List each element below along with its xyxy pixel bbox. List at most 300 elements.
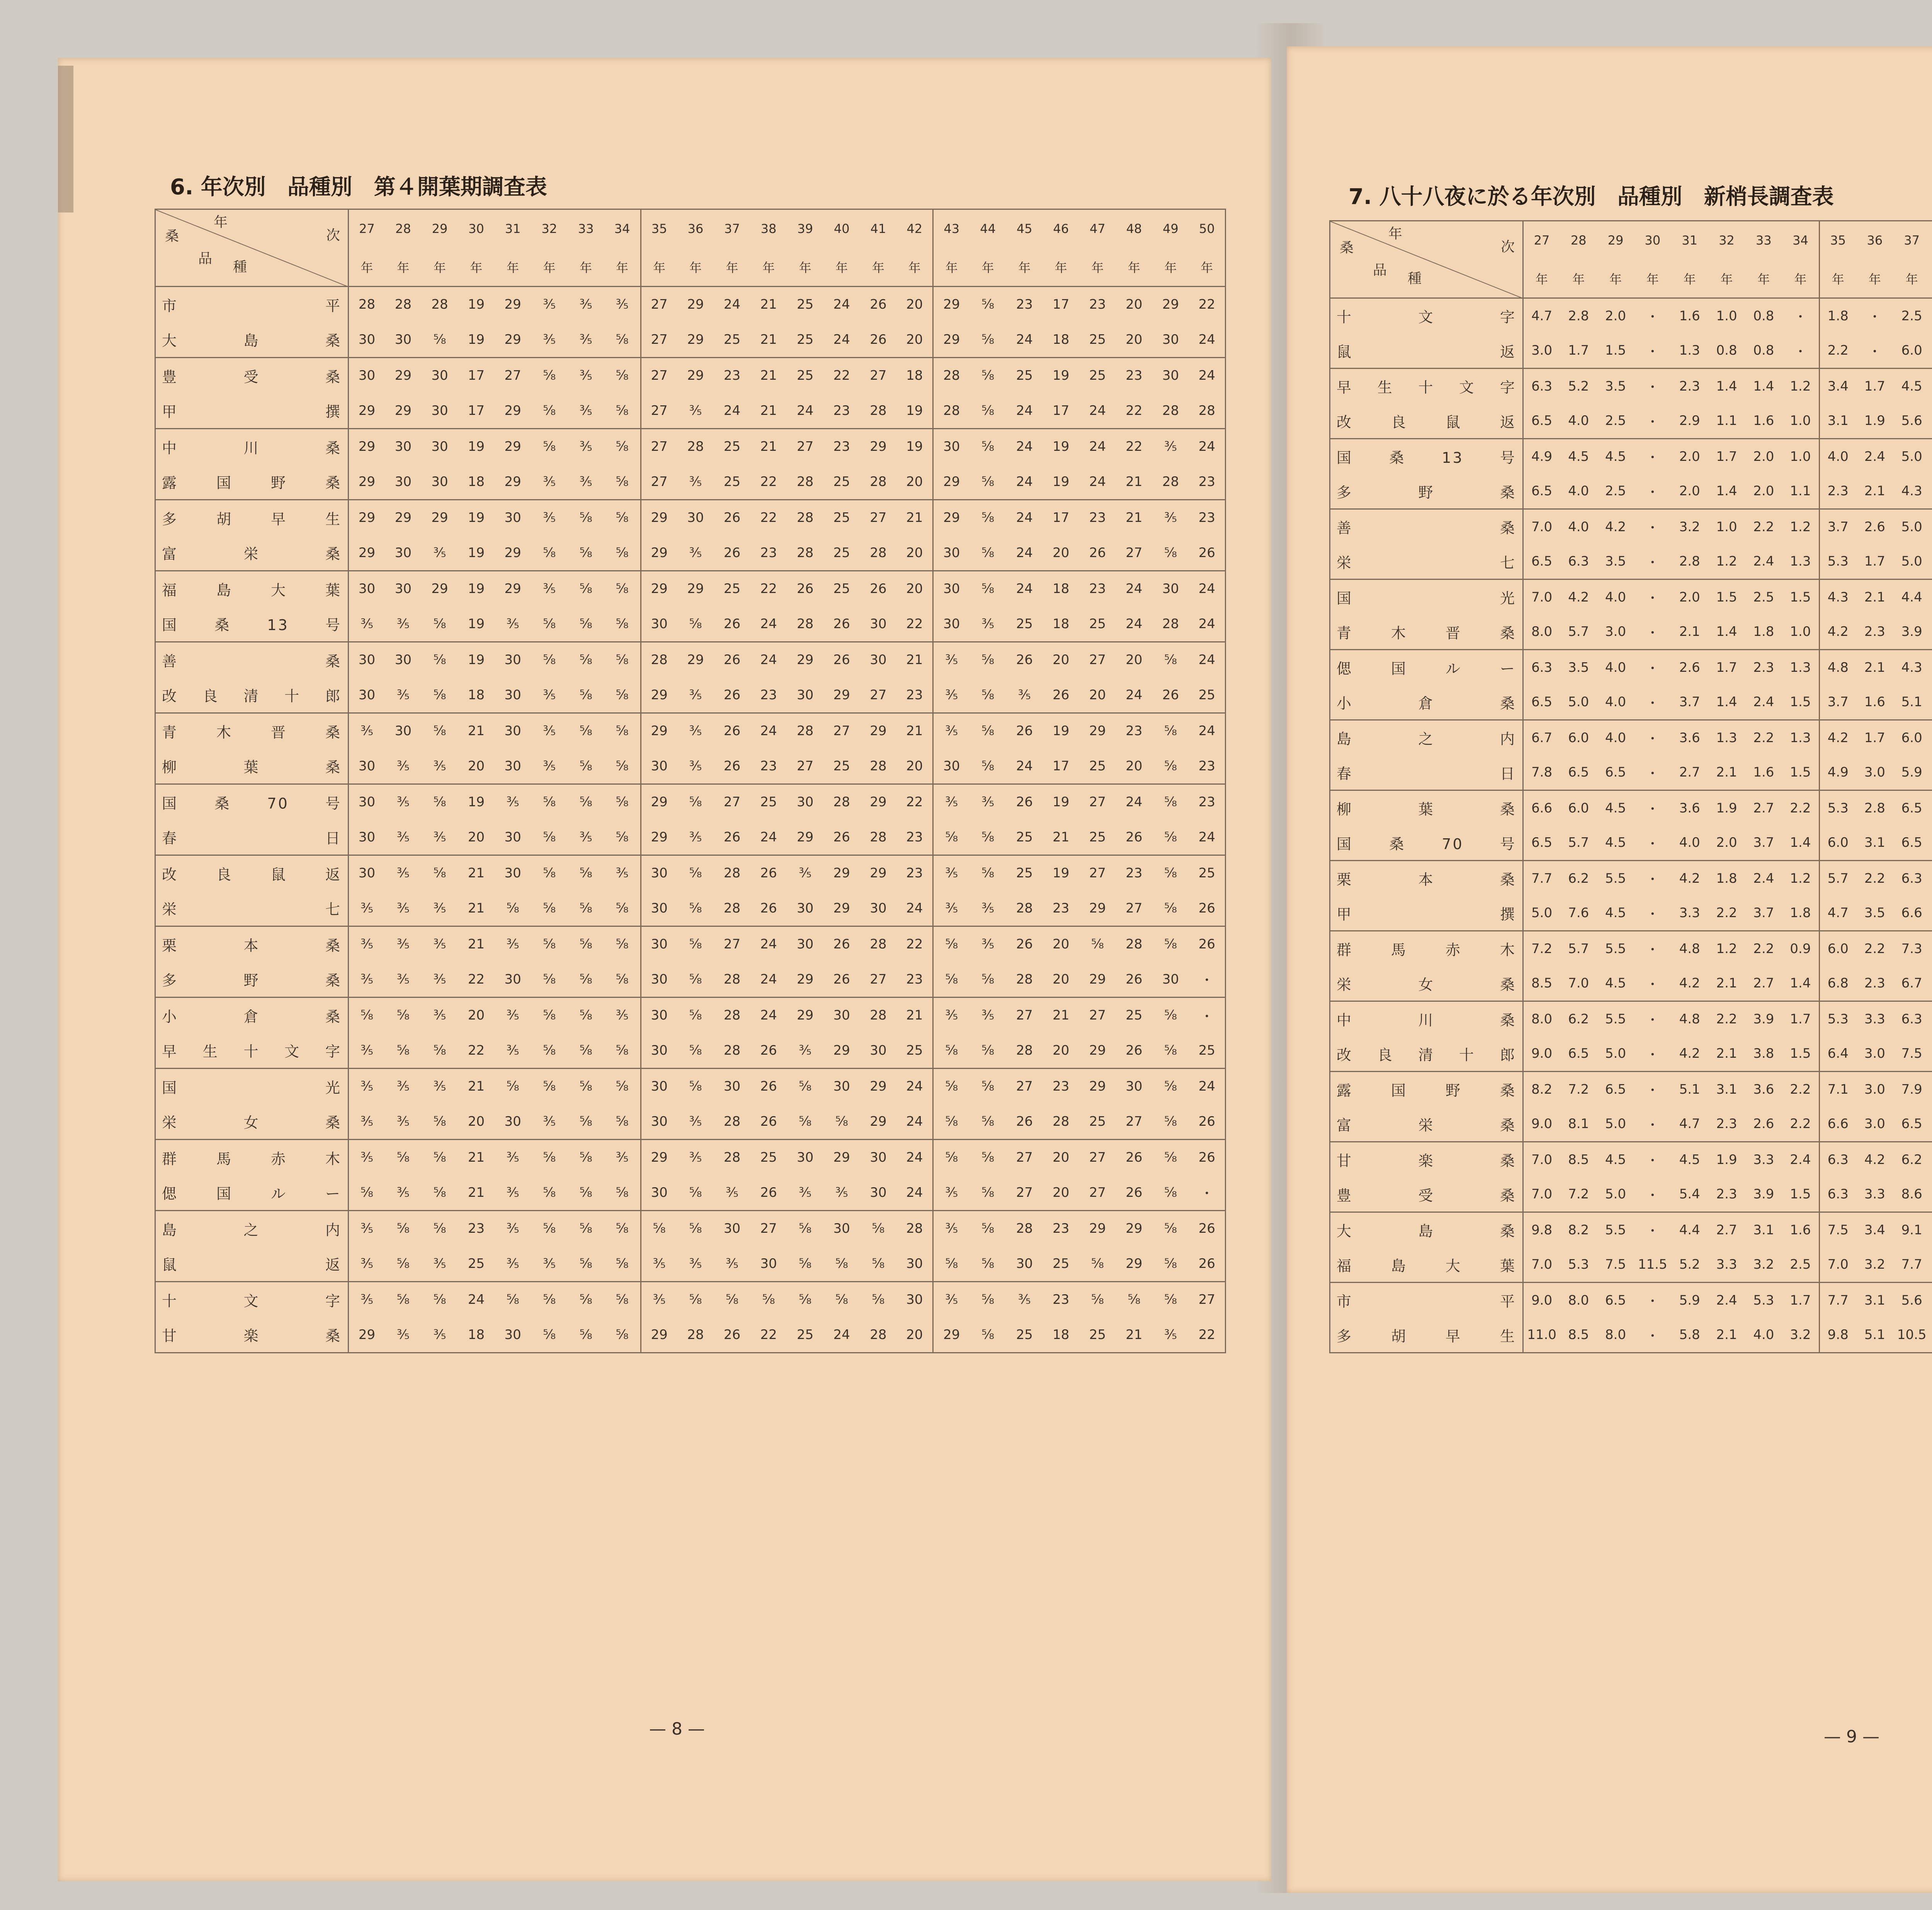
value-cell	[1930, 966, 1932, 1001]
value-cell: 1.3	[1671, 333, 1708, 369]
variety-name: 早生十文字	[1330, 369, 1523, 404]
value-cell: 24	[906, 1150, 923, 1166]
value-cell: 2.3	[1708, 1177, 1745, 1212]
value-cell: 30	[797, 1150, 814, 1166]
value-cell: 2.4	[1716, 1292, 1737, 1308]
value-cell: 28	[1189, 393, 1226, 429]
value-cell: 1.0	[1716, 308, 1737, 324]
value-cell: 4.2	[1605, 519, 1626, 535]
value-cell: 29	[1079, 891, 1116, 926]
table-row	[155, 820, 1226, 855]
value-cell: ⅝	[433, 1221, 446, 1237]
value-cell: ⅝	[422, 1033, 458, 1069]
value-cell: ⅗	[677, 820, 714, 855]
value-cell: ⅝	[349, 997, 385, 1033]
value-cell: ⅝	[543, 1079, 556, 1094]
value-cell: 26	[723, 652, 741, 668]
value-cell: ⅝	[835, 1292, 848, 1308]
value-cell: 5.4	[1671, 1177, 1708, 1212]
year-unit-header: 年	[349, 248, 385, 287]
variety-name: 栄女桑	[155, 1104, 349, 1140]
value-cell: 5.0	[1893, 544, 1930, 579]
year-header: 40	[833, 221, 850, 236]
year-unit-header: 年	[495, 248, 531, 287]
value-cell: ⅗	[385, 1104, 422, 1140]
value-cell: 5.0	[1901, 519, 1922, 535]
value-cell: 5.6	[1901, 1292, 1922, 1308]
variety-name: 青木晋桑	[1330, 615, 1523, 650]
value-cell: 29	[641, 500, 677, 535]
value-cell: 28	[1152, 393, 1189, 429]
value-cell: 1.7	[1716, 449, 1737, 464]
value-cell: ⅝	[689, 936, 702, 952]
value-cell: ・	[1646, 450, 1659, 466]
value-cell: 2.1	[1708, 1037, 1745, 1072]
variety-name: 改良鼠返	[1330, 404, 1523, 439]
value-cell: 6.3	[1901, 870, 1922, 886]
value-cell: ⅝	[616, 1221, 629, 1237]
value-cell: 4.7	[1819, 896, 1856, 931]
value-cell: 23	[723, 368, 741, 384]
variety-name: 富栄桑	[1330, 1107, 1523, 1142]
value-cell: ・	[1646, 1013, 1659, 1028]
value-cell: 24	[723, 297, 741, 313]
value-cell: 7.1	[1819, 1072, 1856, 1107]
value-cell: ⅝	[1091, 936, 1104, 952]
value-cell: 27	[641, 322, 677, 358]
value-cell: 18	[458, 464, 495, 500]
value-cell: 22	[1189, 1317, 1226, 1353]
value-cell: 2.1	[1708, 1318, 1745, 1353]
value-cell: ⅝	[933, 1246, 970, 1282]
value-cell: ⅝	[689, 1008, 702, 1023]
value-cell: ⅗	[385, 962, 422, 997]
value-cell: 28	[797, 723, 814, 739]
value-cell: 30	[870, 1150, 887, 1166]
value-cell: 30	[1162, 581, 1179, 597]
value-cell: 6.5	[1523, 404, 1560, 439]
variety-name: 善桑	[1330, 509, 1523, 544]
value-cell: 20	[1126, 297, 1143, 313]
value-cell: 25	[723, 439, 741, 455]
value-cell: 30	[1152, 962, 1189, 997]
value-cell: 2.0	[1753, 449, 1774, 464]
value-cell: 5.1	[1856, 1318, 1893, 1353]
value-cell: 25	[1089, 368, 1106, 384]
value-cell: 28	[860, 535, 897, 571]
year-header: 28	[1570, 233, 1587, 248]
value-cell: ⅗	[531, 749, 568, 784]
year-unit-header: 年	[422, 248, 458, 287]
value-cell: 29	[787, 962, 823, 997]
value-cell: ⅝	[543, 1150, 556, 1166]
right-page-title: 7. 八十八夜に於る年次別 品種別 新梢長調査表	[1349, 184, 1834, 209]
value-cell: ⅗	[677, 464, 714, 500]
value-cell: 21	[468, 936, 485, 952]
value-cell: 1.0	[1716, 519, 1737, 535]
value-cell: 8.5	[1568, 1152, 1589, 1167]
value-cell: 7.9	[1901, 1081, 1922, 1097]
value-cell	[1930, 474, 1932, 509]
value-cell: ⅝	[1152, 820, 1189, 855]
value-cell: 27	[1116, 891, 1153, 926]
value-cell: 1.7	[1856, 544, 1893, 579]
value-cell	[1930, 1001, 1932, 1037]
value-cell: 5.7	[1560, 826, 1597, 861]
value-cell: 20	[896, 1317, 933, 1353]
value-cell: ⅗	[933, 891, 970, 926]
value-cell: 6.0	[1568, 730, 1589, 746]
value-cell: 24	[1016, 510, 1033, 526]
variety-name: 島之内	[155, 1211, 349, 1246]
value-cell: 5.5	[1605, 870, 1626, 886]
value-cell: 28	[714, 1033, 750, 1069]
value-cell: 21	[458, 1175, 495, 1211]
value-cell: ⅝	[981, 1292, 995, 1308]
variety-name: 改良清十郎	[155, 678, 349, 713]
value-cell: 3.3	[1856, 1177, 1893, 1212]
value-cell: 30	[349, 322, 385, 358]
value-cell: 5.3	[1560, 1247, 1597, 1283]
value-cell: ⅝	[981, 581, 995, 597]
value-cell: 4.2	[1819, 720, 1856, 755]
variety-name: 国光	[155, 1069, 349, 1104]
value-cell: 4.7	[1523, 298, 1560, 333]
value-cell: 1.5	[1597, 333, 1634, 369]
value-cell: 30	[860, 1033, 897, 1069]
value-cell: 28	[870, 936, 887, 952]
value-cell: ⅝	[531, 607, 568, 642]
value-cell: 4.5	[1568, 449, 1589, 464]
value-cell: 1.9	[1716, 1152, 1737, 1167]
value-cell: 1.0	[1782, 615, 1819, 650]
value-cell: 24	[1079, 393, 1116, 429]
value-cell: 7.7	[1893, 1247, 1930, 1283]
value-cell: 30	[833, 1079, 850, 1094]
value-cell: 28	[860, 749, 897, 784]
value-cell: 29	[504, 581, 521, 597]
year-header: 41	[870, 221, 886, 236]
value-cell: 6.3	[1560, 544, 1597, 579]
table-row	[155, 429, 1226, 464]
value-cell: 1.7	[1790, 1011, 1811, 1027]
value-cell: 30	[349, 820, 385, 855]
value-cell: 30	[641, 607, 677, 642]
value-cell	[1930, 1212, 1932, 1247]
value-cell: 2.8	[1671, 544, 1708, 579]
value-cell: 9.0	[1523, 1283, 1560, 1318]
value-cell: ⅝	[677, 962, 714, 997]
value-cell: 2.0	[1679, 449, 1700, 464]
value-cell: 4.2	[1568, 589, 1589, 605]
value-cell: 22	[1126, 439, 1143, 455]
value-cell: 29	[687, 581, 704, 597]
value-cell: ・	[1646, 661, 1659, 677]
value-cell: ⅝	[933, 1069, 970, 1104]
year-header: 34	[614, 221, 630, 236]
value-cell: 3.5	[1597, 544, 1634, 579]
value-cell: ⅝	[543, 1292, 556, 1308]
value-cell: 29	[349, 464, 385, 500]
value-cell: 6.3	[1819, 1142, 1856, 1177]
value-cell	[1930, 931, 1932, 966]
value-cell: 30	[641, 1033, 677, 1069]
value-cell: 26	[714, 678, 750, 713]
value-cell: 17	[1053, 297, 1070, 313]
year-header: 47	[1089, 221, 1105, 236]
value-cell: 29	[495, 393, 531, 429]
value-cell: 4.0	[1605, 730, 1626, 746]
value-cell: 23	[1126, 865, 1143, 881]
value-cell: 6.0	[1893, 333, 1930, 369]
variety-name: 甲撰	[1330, 896, 1523, 931]
value-cell: ⅝	[604, 962, 641, 997]
value-cell: 30	[385, 535, 422, 571]
value-cell: 24	[1189, 820, 1226, 855]
year-unit-header: 年	[823, 248, 860, 287]
table-row	[1330, 966, 1932, 1001]
value-cell: 20	[896, 749, 933, 784]
value-cell: 29	[1162, 297, 1179, 313]
variety-name: 小倉桑	[155, 997, 349, 1033]
value-cell: 3.3	[1753, 1152, 1774, 1167]
value-cell: 1.5	[1782, 1177, 1819, 1212]
value-cell: 26	[760, 1079, 777, 1094]
value-cell: 29	[395, 510, 412, 526]
value-cell: ⅝	[1152, 749, 1189, 784]
value-cell: ⅗	[933, 713, 970, 749]
value-cell: 3.9	[1745, 1177, 1782, 1212]
value-cell: ⅝	[568, 1246, 604, 1282]
value-cell: ⅗	[349, 926, 385, 962]
value-cell: 22	[750, 464, 787, 500]
value-cell: ⅝	[933, 1140, 970, 1175]
value-cell: ⅝	[531, 393, 568, 429]
value-cell: 29	[833, 865, 850, 881]
value-cell: 6.5	[1560, 1037, 1597, 1072]
value-cell: 4.8	[1679, 1011, 1700, 1027]
value-cell: 27	[641, 429, 677, 464]
year-header: 30	[1645, 233, 1661, 248]
value-cell: ⅗	[433, 936, 446, 952]
year-unit-header: 年	[1819, 260, 1856, 298]
value-cell: ⅝	[433, 794, 446, 810]
value-cell: 30	[641, 1175, 677, 1211]
value-cell: 29	[385, 393, 422, 429]
value-cell: ⅗	[531, 464, 568, 500]
value-cell: 2.1	[1864, 589, 1885, 605]
value-cell: 21	[906, 510, 923, 526]
value-cell: 19	[468, 297, 485, 313]
value-cell: 29	[797, 1008, 814, 1023]
value-cell: ⅝	[969, 393, 1006, 429]
value-cell: ⅝	[1152, 1104, 1189, 1140]
value-cell: 23	[750, 535, 787, 571]
value-cell: 2.6	[1679, 659, 1700, 675]
value-cell: ⅗	[579, 368, 592, 384]
value-cell	[1930, 790, 1932, 826]
value-cell: ⅗	[677, 393, 714, 429]
value-cell: 29	[349, 535, 385, 571]
value-cell: 4.0	[1605, 659, 1626, 675]
value-cell: ⅗	[579, 439, 592, 455]
value-cell: 24	[1198, 652, 1215, 668]
value-cell: 27	[1089, 1008, 1106, 1023]
value-cell: ⅝	[604, 1317, 641, 1353]
value-cell: 6.7	[1523, 720, 1560, 755]
value-cell: 5.2	[1671, 1247, 1708, 1283]
value-cell: 30	[349, 749, 385, 784]
value-cell: 2.0	[1708, 826, 1745, 861]
value-cell: 6.2	[1568, 870, 1589, 886]
table-corner-header	[155, 209, 349, 287]
value-cell: 29	[641, 678, 677, 713]
value-cell: 20	[1116, 322, 1153, 358]
value-cell: ⅗	[349, 713, 385, 749]
year-header	[1930, 221, 1932, 260]
value-cell: 30	[933, 607, 970, 642]
value-cell: 8.1	[1560, 1107, 1597, 1142]
left-page-title: 6. 年次別 品種別 第４開葉期調査表	[170, 175, 547, 200]
value-cell: 2.2	[1753, 941, 1774, 957]
year-unit-header: 年	[1856, 260, 1893, 298]
value-cell: 6.0	[1819, 826, 1856, 861]
year-header: 35	[641, 209, 677, 248]
value-cell: ⅝	[433, 865, 446, 881]
value-cell: ⅝	[616, 1079, 629, 1094]
value-cell: 1.2	[1790, 378, 1811, 394]
value-cell: 30	[641, 891, 677, 926]
value-cell: 9.8	[1523, 1212, 1560, 1247]
value-cell: 30	[933, 749, 970, 784]
value-cell: ⅝	[568, 607, 604, 642]
value-cell: 30	[860, 891, 897, 926]
value-cell: ⅝	[616, 581, 629, 597]
value-cell: 25	[760, 1150, 777, 1166]
year-header: 31	[505, 221, 521, 236]
value-cell: 29	[933, 464, 970, 500]
value-cell: 21	[1126, 510, 1143, 526]
value-cell: 19	[1043, 464, 1079, 500]
value-cell: 6.3	[1819, 1177, 1856, 1212]
value-cell: ・	[1634, 1037, 1671, 1072]
variety-name: 春日	[155, 820, 349, 855]
value-cell: ⅝	[568, 678, 604, 713]
value-cell: 23	[1016, 297, 1033, 313]
value-cell: 29	[933, 500, 970, 535]
variety-name: 国桑70号	[155, 784, 349, 820]
value-cell: 2.9	[1671, 404, 1708, 439]
year-header: 29	[432, 221, 448, 236]
value-cell: 22	[750, 1317, 787, 1353]
value-cell: 29	[1126, 1221, 1143, 1237]
variety-name: 鼠返	[155, 1246, 349, 1282]
year-unit-header: 年	[896, 248, 933, 287]
value-cell: 2.3	[1819, 474, 1856, 509]
value-cell: ⅗	[677, 1246, 714, 1282]
value-cell: 27	[641, 464, 677, 500]
value-cell: 19	[468, 652, 485, 668]
value-cell: 29	[495, 322, 531, 358]
value-cell: 30	[860, 1175, 897, 1211]
value-cell: ⅗	[543, 510, 556, 526]
left-data-table	[155, 209, 1226, 1353]
value-cell: 21	[1116, 464, 1153, 500]
value-cell: ⅗	[531, 322, 568, 358]
value-cell: 2.1	[1708, 755, 1745, 790]
value-cell: 24	[1006, 464, 1043, 500]
value-cell: ⅝	[396, 1292, 410, 1308]
variety-name: 露国野桑	[155, 464, 349, 500]
value-cell: 30	[495, 820, 531, 855]
value-cell: ⅝	[579, 510, 592, 526]
value-cell: ⅗	[933, 784, 970, 820]
left-page-number: — 8 —	[649, 1719, 705, 1739]
value-cell: 20	[1043, 962, 1079, 997]
value-cell: 29	[641, 713, 677, 749]
value-cell: ⅗	[349, 1104, 385, 1140]
value-cell: 30	[1006, 1246, 1043, 1282]
value-cell: 26	[723, 723, 741, 739]
value-cell: 24	[1198, 439, 1215, 455]
value-cell: 30	[504, 652, 521, 668]
value-cell: ⅗	[568, 322, 604, 358]
value-cell: 29	[495, 535, 531, 571]
value-cell: ⅝	[396, 1008, 410, 1023]
value-cell: ⅗	[981, 1008, 995, 1023]
value-cell: ⅗	[616, 1008, 629, 1023]
year-header: 43	[933, 209, 970, 248]
value-cell: 24	[1198, 368, 1215, 384]
value-cell: 21	[760, 439, 777, 455]
value-cell: 3.2	[1679, 519, 1700, 535]
value-cell: ⅝	[604, 678, 641, 713]
value-cell: 26	[1189, 1104, 1226, 1140]
value-cell: ⅝	[495, 891, 531, 926]
value-cell: 27	[1089, 865, 1106, 881]
value-cell: ⅝	[787, 1246, 823, 1282]
value-cell: ⅗	[422, 820, 458, 855]
value-cell: 25	[823, 535, 860, 571]
value-cell: 23	[1198, 510, 1215, 526]
value-cell: 29	[349, 393, 385, 429]
value-cell: ⅝	[568, 962, 604, 997]
value-cell: 26	[1016, 936, 1033, 952]
variety-name: 国桑13号	[1330, 439, 1523, 474]
value-cell: 6.8	[1819, 966, 1856, 1001]
value-cell: 27	[1079, 1175, 1116, 1211]
value-cell: 2.0	[1679, 589, 1700, 605]
value-cell: 22	[1116, 393, 1153, 429]
value-cell: 27	[1089, 1150, 1106, 1166]
value-cell: 29	[641, 784, 677, 820]
table-row	[1330, 404, 1932, 439]
value-cell: 26	[1116, 1033, 1153, 1069]
value-cell: 21	[468, 865, 485, 881]
value-cell: 3.7	[1745, 896, 1782, 931]
table-row	[155, 1104, 1226, 1140]
value-cell: 20	[458, 1104, 495, 1140]
value-cell: 30	[787, 891, 823, 926]
variety-label-2: 種	[233, 259, 247, 275]
value-cell: 30	[385, 464, 422, 500]
value-cell: ・	[1646, 1083, 1659, 1099]
value-cell: ・	[1782, 333, 1819, 369]
value-cell: 1.6	[1790, 1222, 1811, 1238]
value-cell: 4.4	[1679, 1222, 1700, 1238]
value-cell: 8.6	[1893, 1177, 1930, 1212]
value-cell: ・	[1634, 1107, 1671, 1142]
